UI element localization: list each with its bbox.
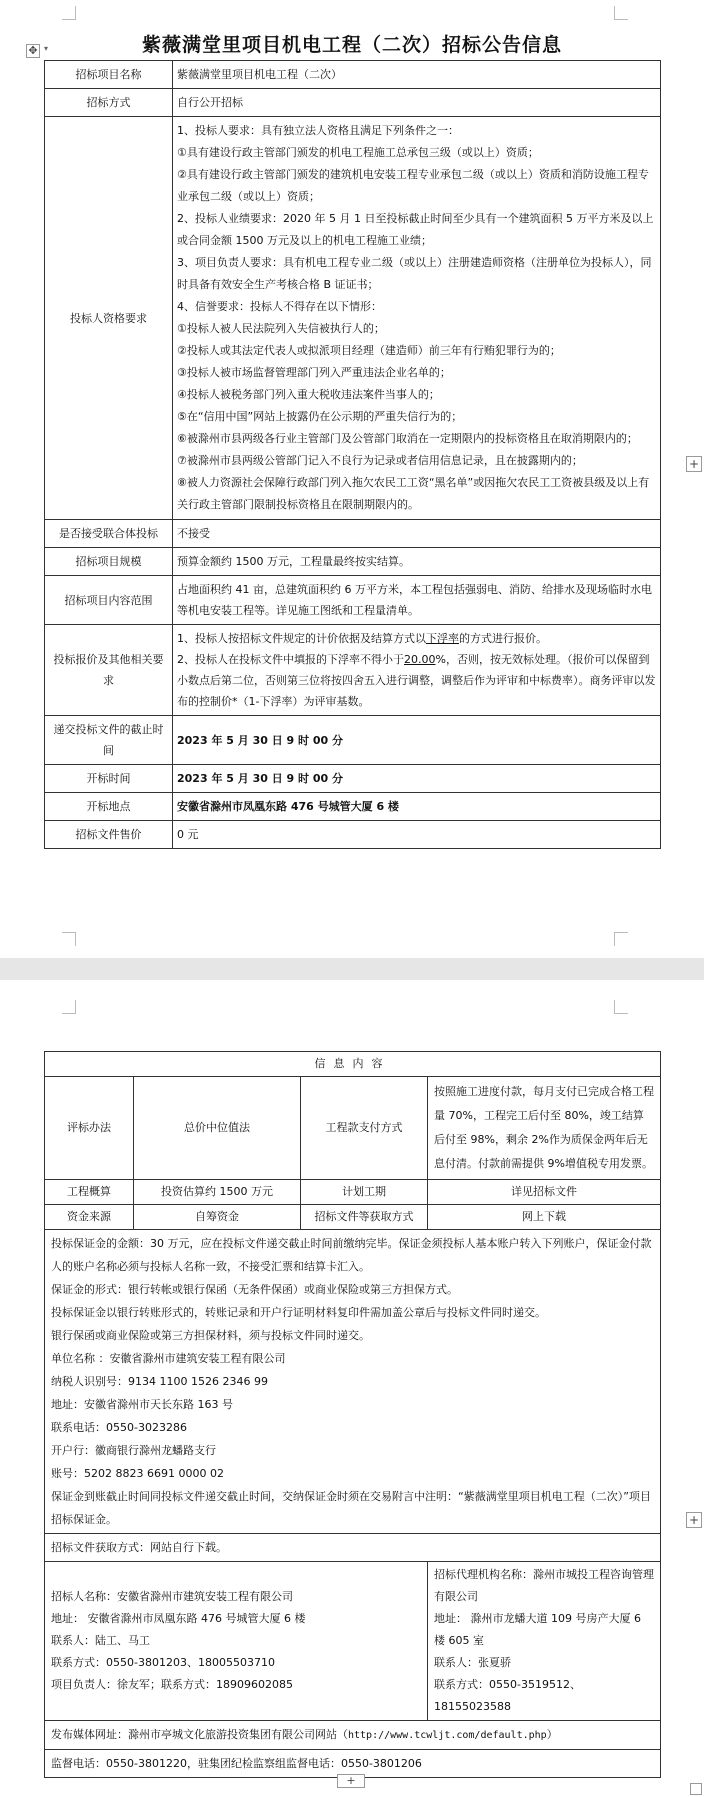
open-time-value[interactable]: 2023 年 5 月 30 日 9 时 00 分 xyxy=(173,765,661,793)
qualification-line: 3、项目负责人要求：具有机电工程专业二级（或以上）注册建造师资格（注册单位为投标人），同时具备有效安全生产考核合格 B 证证书； xyxy=(177,256,652,291)
table-row xyxy=(45,520,661,548)
deposit-line: 单位名称 ：安徽省滁州市建筑安装工程有限公司 xyxy=(51,1352,286,1365)
page-margin-mark xyxy=(614,1000,628,1014)
table-row xyxy=(45,1205,661,1230)
table-row xyxy=(45,1077,661,1180)
table-row xyxy=(45,576,661,625)
deposit-line: 账号：5202 8823 6691 0000 02 xyxy=(51,1467,224,1480)
agent-line: 联系人：张夏骄 xyxy=(434,1656,511,1669)
media-prefix: 发布媒体网址：滁州市亭城文化旅游投资集团有限公司网站（ xyxy=(51,1728,348,1741)
table-row xyxy=(45,89,661,117)
qualification-line: ⑧被人力资源社会保障行政部门列入拖欠农民工工资“黑名单”或因拖欠农民工工资被县级及以上有关行政主管部门限制投标资格且在限制期限内的。 xyxy=(177,476,650,511)
tenderer-line: 项目负责人：徐友军；联系方式：18909602085 xyxy=(51,1678,293,1691)
quote-line-1 xyxy=(177,628,656,649)
doc-price-value[interactable]: 0 元 xyxy=(173,821,661,849)
deposit-line: 纳税人识别号：9134 1100 1526 2346 99 xyxy=(51,1375,268,1388)
fund-source-label: 资金来源 xyxy=(45,1205,134,1230)
table-row xyxy=(45,1562,661,1721)
deposit-line: 投标保证金的金额：30 万元，应在投标文件递交截止时间前缴纳完毕。保证金须投标人基本账户转入下列账户，保证金付款人的账户名称必须与投标人名称一致，不接受汇票和结算卡汇入。 xyxy=(51,1237,652,1273)
bid-method-label: 招标方式 xyxy=(45,89,173,117)
eval-method-label: 评标办法 xyxy=(45,1077,134,1180)
consortium-value[interactable]: 不接受 xyxy=(173,520,661,548)
qualification-line: 4、信誉要求：投标人不得存在以下情形： xyxy=(177,300,382,313)
page-margin-mark xyxy=(614,932,628,946)
qualification-line: ②投标人或其法定代表人或拟派项目经理（建造师）前三年有行贿犯罪行为的； xyxy=(177,344,561,357)
page-margin-mark xyxy=(62,6,76,20)
add-row-icon[interactable]: + xyxy=(337,1774,365,1788)
deposit-line: 保证金的形式：银行转帐或银行保函（无条件保函）或商业保险或第三方担保方式。 xyxy=(51,1283,458,1296)
eval-method-value[interactable]: 总价中位值法 xyxy=(134,1077,301,1180)
qualification-line: ③投标人被市场监督管理部门列入严重违法企业名单的； xyxy=(177,366,451,379)
table-row xyxy=(45,548,661,576)
deadline-value[interactable]: 2023 年 5 月 30 日 9 时 00 分 xyxy=(173,716,661,765)
table-row xyxy=(45,1052,661,1077)
qualification-line: 2、投标人业绩要求：2020 年 5 月 1 日至投标截止时间至少具有一个建筑面积 5 万平方米及以上或合同金额 1500 万元及以上的机电工程施工业绩； xyxy=(177,212,654,247)
quote-requirements-value[interactable] xyxy=(173,625,661,716)
bid-method-value[interactable]: 自行公开招标 xyxy=(173,89,661,117)
add-column-icon[interactable]: + xyxy=(686,456,702,472)
agent-block[interactable] xyxy=(428,1562,661,1721)
quote-underlined-rate: 20.00 xyxy=(404,653,436,666)
table-row xyxy=(45,625,661,716)
quote-line-2 xyxy=(177,649,656,712)
period-label: 计划工期 xyxy=(301,1180,428,1205)
tenderer-line: 联系方式：0550-3801203、18005503710 xyxy=(51,1656,275,1669)
table-row xyxy=(45,1180,661,1205)
scale-value[interactable]: 预算金额约 1500 万元，工程量最终按实结算。 xyxy=(173,548,661,576)
qualification-line: ⑤在“信用中国”网站上披露仍在公示期的严重失信行为的； xyxy=(177,410,463,423)
deadline-label: 递交投标文件的截止时间 xyxy=(45,716,173,765)
deposit-block[interactable] xyxy=(45,1230,661,1534)
table-resize-handle-icon[interactable] xyxy=(690,1783,702,1795)
info-header: 信息内容 xyxy=(45,1052,661,1077)
payment-value[interactable]: 按照施工进度付款，每月支付已完成合格工程量 70%，工程完工后付至 80%，竣工结算后付至 98%，剩余 2%作为质保金两年后无息付清。付款前需提供 9%增值税专用发票。 xyxy=(428,1077,661,1180)
agent-line: 招标代理机构名称：滁州市城投工程咨询管理有限公司 xyxy=(434,1568,654,1603)
page-margin-mark xyxy=(614,6,628,20)
qualification-line: ①投标人被人民法院列入失信被执行人的； xyxy=(177,322,385,335)
tenderer-line: 地址： 安徽省滁州市凤凰东路 476 号城管大厦 6 楼 xyxy=(51,1612,306,1625)
budget-value[interactable]: 投资估算约 1500 万元 xyxy=(134,1180,301,1205)
scope-label: 招标项目内容范围 xyxy=(45,576,173,625)
add-column-icon[interactable]: + xyxy=(686,1512,702,1528)
qualification-line: 1、投标人要求：具有独立法人资格且满足下列条件之一： xyxy=(177,124,459,137)
qualification-label: 投标人资格要求 xyxy=(45,117,173,520)
scope-value[interactable]: 占地面积约 41 亩，总建筑面积约 6 万平方米，本工程包括强弱电、消防、给排水及现场临时水电等机电安装工程等。详见施工图纸和工程量清单。 xyxy=(173,576,661,625)
project-name-label: 招标项目名称 xyxy=(45,61,173,89)
qualification-value[interactable] xyxy=(173,117,661,520)
period-value[interactable]: 详见招标文件 xyxy=(428,1180,661,1205)
open-time-label: 开标时间 xyxy=(45,765,173,793)
quote-underlined-method: 下浮率 xyxy=(426,632,459,645)
tenderer-block[interactable] xyxy=(45,1562,428,1721)
scale-label: 招标项目规模 xyxy=(45,548,173,576)
deposit-line: 银行保函或商业保险或第三方担保材料，须与投标文件同时递交。 xyxy=(51,1329,370,1342)
quote-text: 的方式进行报价。 xyxy=(459,632,547,645)
table-row xyxy=(45,821,661,849)
tenderer-line: 招标人名称：安徽省滁州市建筑安装工程有限公司 xyxy=(51,1590,293,1603)
open-place-label: 开标地点 xyxy=(45,793,173,821)
deposit-line: 投标保证金以银行转账形式的，转账记录和开户行证明材料复印件需加盖公章后与投标文件同时递交。 xyxy=(51,1306,546,1319)
media-url-link[interactable]: http://www.tcwljt.com/default.php xyxy=(348,1730,547,1741)
quote-text: 2、投标人在投标文件中填报的下浮率不得小于 xyxy=(177,653,404,666)
tenderer-line: 联系人：陆工、马工 xyxy=(51,1634,150,1647)
qualification-line: ②具有建设行政主管部门颁发的建筑机电安装工程专业承包二级（或以上）资质和消防设施工程专业承包二级（或以上）资质； xyxy=(177,168,649,203)
fund-source-value[interactable]: 自筹资金 xyxy=(134,1205,301,1230)
table-row xyxy=(45,1230,661,1534)
info-content-table xyxy=(44,1051,661,1778)
doc-get-value[interactable]: 网上下载 xyxy=(428,1205,661,1230)
doc-method[interactable]: 招标文件获取方式：网站自行下载。 xyxy=(45,1534,661,1562)
deposit-line: 保证金到账截止时间同投标文件递交截止时间，交纳保证金时须在交易附言中注明：“紫薇满堂里项目机电工程（二次）”项目招标保证金。 xyxy=(51,1490,651,1526)
doc-price-label: 招标文件售价 xyxy=(45,821,173,849)
page-margin-mark xyxy=(62,932,76,946)
table-row xyxy=(45,1721,661,1750)
table-row xyxy=(45,793,661,821)
quote-text: %，否则，按无效标处理。（报价可以保留到小数点后第二位，否则第三位将按四舍五入进行调整，调整后作为评审和中标费率）。商务评审以发布的控制价*（1-下浮率）为评审基数。 xyxy=(177,653,656,708)
qualification-line: ⑥被滁州市县两级各行业主管部门及公管部门取消在一定期限内的投标资格且在取消期限内的； xyxy=(177,432,638,445)
quote-text: 1、投标人按招标文件规定的计价依据及结算方式以 xyxy=(177,632,426,645)
media-suffix: ） xyxy=(546,1728,558,1741)
page-separator xyxy=(0,958,704,980)
qualification-line: ⑦被滁州市县两级公管部门记入不良行为记录或者信用信息记录，且在披露期内的； xyxy=(177,454,583,467)
consortium-label: 是否接受联合体投标 xyxy=(45,520,173,548)
bid-info-table xyxy=(44,60,661,849)
doc-get-label: 招标文件等获取方式 xyxy=(301,1205,428,1230)
table-row xyxy=(45,716,661,765)
qualification-line: ④投标人被税务部门列入重大税收违法案件当事人的； xyxy=(177,388,440,401)
deposit-line: 地址：安徽省滁州市天长东路 163 号 xyxy=(51,1398,233,1411)
payment-label: 工程款支付方式 xyxy=(301,1077,428,1180)
supervision-phone[interactable]: 监督电话：0550-3801220，驻集团纪检监察组监督电话：0550-3801206 xyxy=(45,1750,661,1778)
document-title: 紫薇满堂里项目机电工程（二次）招标公告信息 xyxy=(141,34,562,56)
page-margin-mark xyxy=(62,1000,76,1014)
agent-line: 地址： 滁州市龙蟠大道 109 号房产大厦 6 楼 605 室 xyxy=(434,1612,641,1647)
table-move-handle-icon[interactable]: ✥ xyxy=(26,44,40,58)
table-row xyxy=(45,61,661,89)
qualification-line: ①具有建设行政主管部门颁发的机电工程施工总承包三级（或以上）资质； xyxy=(177,146,539,159)
budget-label: 工程概算 xyxy=(45,1180,134,1205)
table-row xyxy=(45,1534,661,1562)
project-name-value[interactable]: 紫薇满堂里项目机电工程（二次） xyxy=(173,61,661,89)
table-row xyxy=(45,765,661,793)
media-url-row xyxy=(45,1721,661,1750)
deposit-line: 开户行：徽商银行滁州龙蟠路支行 xyxy=(51,1444,216,1457)
deposit-line: 联系电话：0550-3023286 xyxy=(51,1421,187,1434)
quote-requirements-label: 投标报价及其他相关要求 xyxy=(45,625,173,716)
open-place-value[interactable]: 安徽省滁州市凤凰东路 476 号城管大厦 6 楼 xyxy=(173,793,661,821)
agent-line: 联系方式：0550-3519512、18155023588 xyxy=(434,1678,581,1713)
chevron-down-icon[interactable]: ▾ xyxy=(44,44,49,53)
table-row xyxy=(45,117,661,520)
